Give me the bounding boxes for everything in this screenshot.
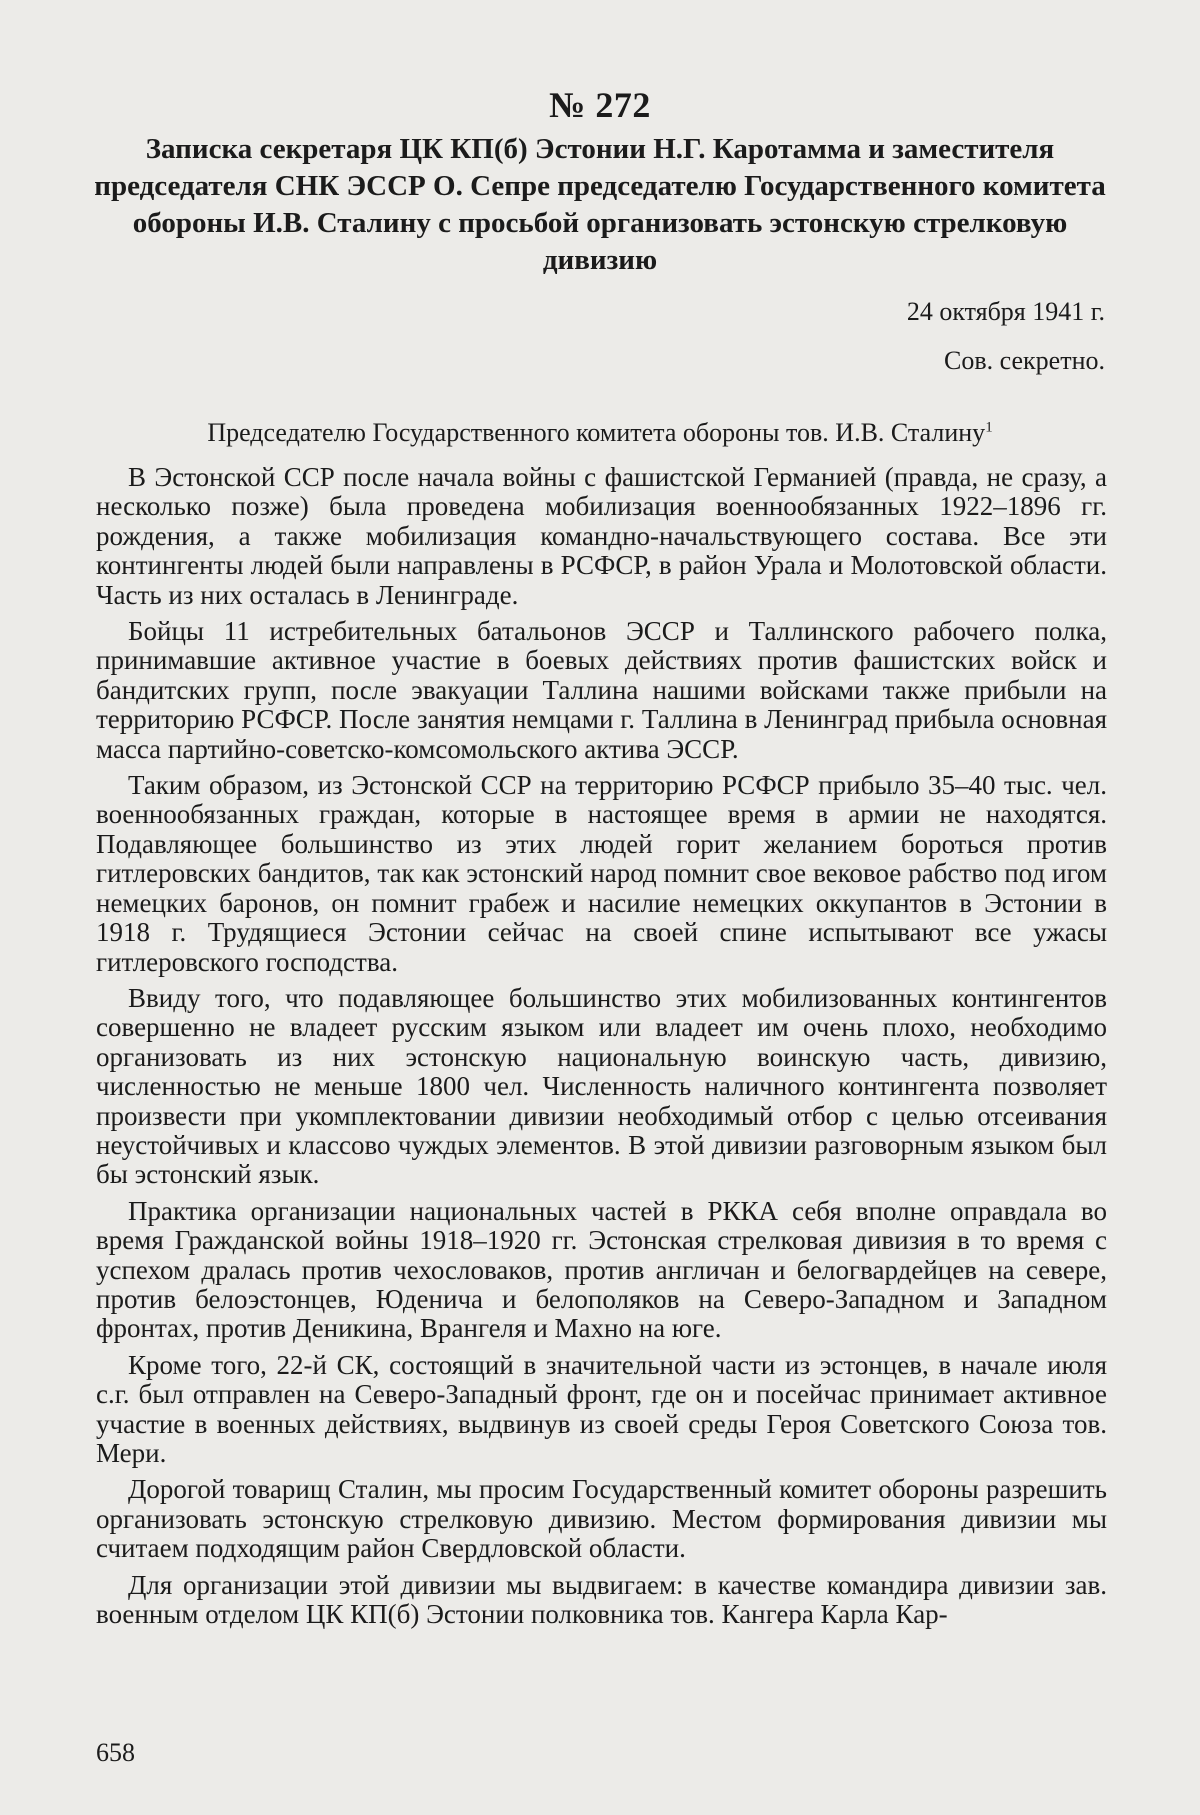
paragraph: Практика организации национальных частей в РККА себя вполне оправдала во время Гражданской войны 1918–1920 гг. Эстонская стрелковая дивизия в то время с успехом дралась против чехословаков, против англичан и белогвардейцев на севере, против белоэстонцев, Юденича и белополяков на Северо-Западном и Западном фронтах, против Деникина, Врангеля и Махно на юге.: [96, 1195, 1107, 1344]
paragraph: Дорогой товарищ Сталин, мы просим Государственный комитет обороны разрешить организовать эстонскую стрелковую дивизию. Местом формирования дивизии мы считаем подходящим район Свердловской области.: [96, 1474, 1107, 1564]
addressee-text: Председателю Государственного комитета обороны тов. И.В. Сталину: [207, 418, 986, 447]
document-body: [96, 463, 1107, 1636]
document-date: 24 октября 1941 г.: [906, 297, 1105, 326]
addressee: [0, 418, 1200, 448]
paragraph: Бойцы 11 истребительных батальонов ЭССР и Таллинского рабочего полка, принимавшие активное участие в боевых действиях против фашистских войск и бандитских групп, после эвакуации Таллина нашими войсками также прибыли на территорию РСФСР. После занятия немцами г. Таллина в Ленинград прибыла основная масса партийно-советско-комсомольского актива ЭССР.: [96, 616, 1107, 764]
footnote-marker: 1: [985, 419, 993, 436]
paragraph: Таким образом, из Эстонской ССР на территорию РСФСР прибыло 35–40 тыс. чел. военнообязанных граждан, которые в настоящее время в армии не находятся. Подавляющее большинство из этих людей горит желанием бороться против гитлеровских бандитов, так как эстонский народ помнит свое вековое рабство под игом немецких баронов, он помнит грабеж и насилие немецких оккупантов в Эстонии в 1918 г. Трудящиеся Эстонии сейчас на своей спине испытывают все ужасы гитлеровского господства.: [96, 770, 1107, 977]
paragraph: Ввиду того, что подавляющее большинство этих мобилизованных контингентов совершенно не владеет русским языком или владеет им очень плохо, необходимо организовать из них эстонскую национальную воинскую часть, дивизию, численностью не меньше 1800 чел. Численность наличного контингента позволяет произвести при укомплектовании дивизии необходимый отбор с целью отсеивания неустойчивых и классово чуждых элементов. В этой дивизии разговорным языком был бы эстонский язык.: [96, 982, 1107, 1190]
paragraph: Кроме того, 22-й СК, состоящий в значительной части из эстонцев, в начале июля с.г. был отправлен на Северо-Западный фронт, где он и посейчас принимает активное участие в военных действиях, выдвинув из своей среды Героя Советского Союза тов. Мери.: [96, 1349, 1107, 1468]
page-number: 658: [96, 1738, 135, 1767]
paragraph: В Эстонской ССР после начала войны с фашистской Германией (правда, не сразу, а несколько позже) была проведена мобилизация военнообязанных 1922–1896 гг. рождения, а также мобилизация командно-начальствующего состава. Все эти контингенты людей были направлены в РСФСР, в район Урала и Молотовской области. Часть из них осталась в Ленинграде.: [96, 462, 1107, 610]
document-number: № 272: [549, 85, 651, 125]
paragraph: Для организации этой дивизии мы выдвигаем: в качестве командира дивизии зав. военным отделом ЦК КП(б) Эстонии полковника тов. Кангера Карла Кар-: [96, 1569, 1107, 1630]
document-title: Записка секретаря ЦК КП(б) Эстонии Н.Г. Каротамма и заместителя председателя СНК ЭССР О. Сепре председателю Государственного комитета обороны И.В. Сталину с просьбой организовать эстонскую стрелковую дивизию: [94, 133, 1106, 276]
secrecy-stamp: Сов. секретно.: [944, 346, 1105, 375]
